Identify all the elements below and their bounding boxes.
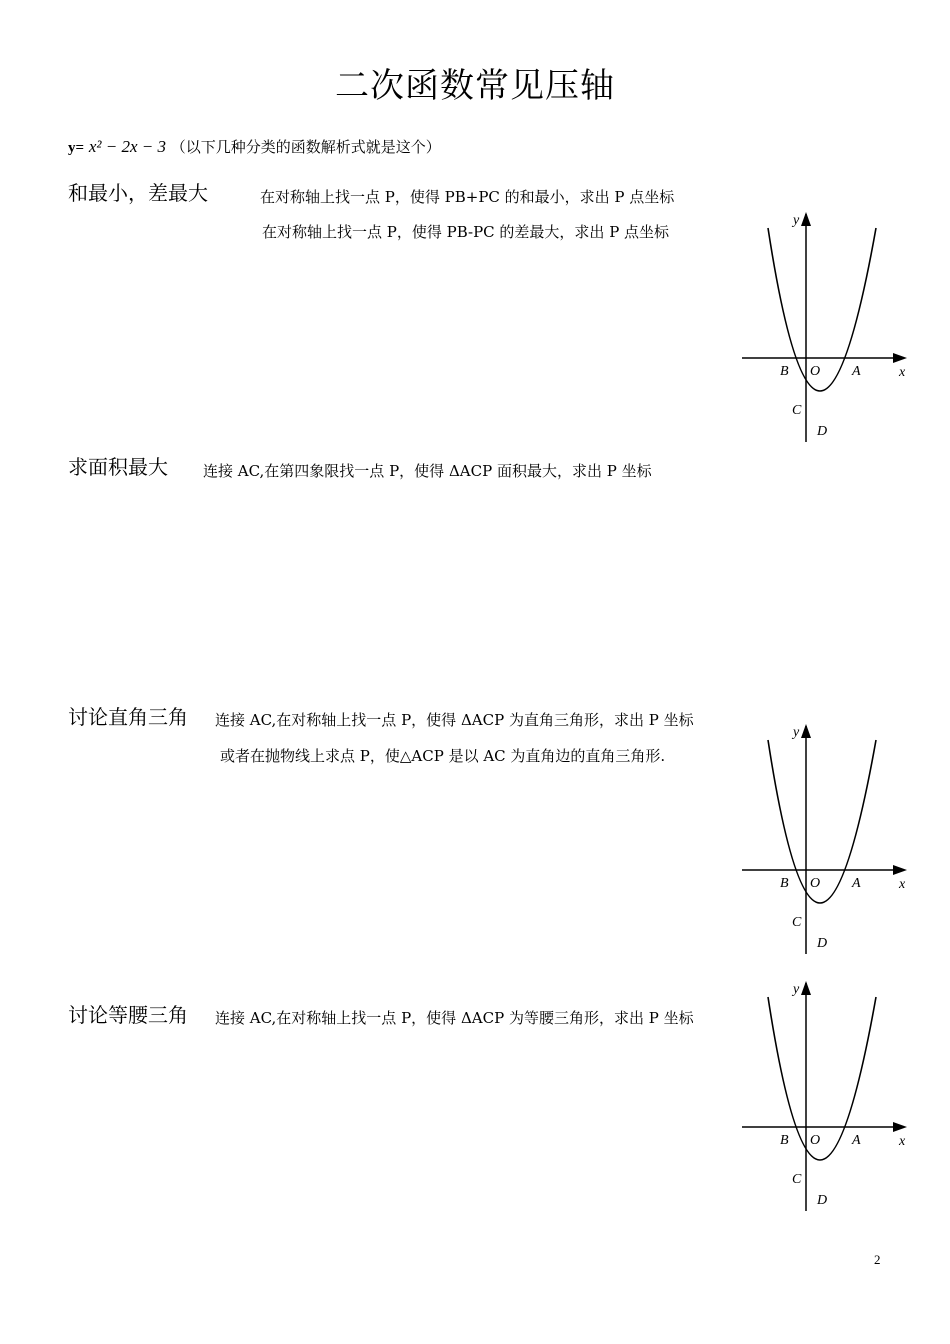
y-axis-label: y (793, 982, 800, 997)
point-a-label: A (852, 364, 861, 379)
section-3-line-2: 或者在抛物线上求点 P，使△ACP 是以 AC 为直角边的直角三角形. (220, 747, 666, 765)
point-c-label: C (792, 915, 802, 930)
page-title: 二次函数常见压轴 (335, 66, 615, 106)
point-c-label: C (792, 403, 802, 418)
formula-prefix: y= (68, 140, 85, 156)
point-b-label: B (780, 876, 789, 891)
point-b-label: B (780, 364, 789, 379)
y-axis-label: y (793, 725, 800, 740)
parabola-graph-2 (740, 722, 910, 962)
parabola-graph-1 (740, 210, 910, 450)
section-heading-right-triangle: 讨论直角三角 (68, 705, 188, 729)
y-axis-arrow (801, 981, 811, 995)
point-d-label: D (817, 424, 828, 439)
formula-note: （以下几种分类的函数解析式就是这个） (170, 138, 441, 156)
point-c-label: C (792, 1172, 802, 1187)
point-a-label: A (852, 1133, 861, 1148)
origin-label: O (810, 1133, 821, 1148)
x-axis-arrow (893, 865, 907, 875)
origin-label: O (810, 364, 821, 379)
x-axis-label: x (899, 877, 906, 892)
x-axis-label: x (899, 1134, 906, 1149)
section-2-line-1: 连接 AC,在第四象限找一点 P，使得 ΔACP 面积最大，求出 P 坐标 (203, 462, 652, 480)
section-heading-max-area: 求面积最大 (68, 455, 168, 479)
x-axis-label: x (899, 365, 906, 380)
section-heading-min-sum-max-diff: 和最小，差最大 (68, 181, 208, 205)
point-b-label: B (780, 1133, 789, 1148)
section-1-line-1: 在对称轴上找一点 P，使得 PB+PC 的和最小，求出 P 点坐标 (260, 188, 675, 206)
x-axis-arrow (893, 1122, 907, 1132)
point-d-label: D (817, 936, 828, 951)
section-3-line-1: 连接 AC,在对称轴上找一点 P，使得 ΔACP 为直角三角形，求出 P 坐标 (215, 711, 694, 729)
origin-label: O (810, 876, 821, 891)
y-axis-label: y (793, 213, 800, 228)
page-number: 2 (874, 1252, 881, 1267)
x-axis-arrow (893, 353, 907, 363)
y-axis-arrow (801, 212, 811, 226)
parabola-graph-3 (740, 979, 910, 1219)
y-axis-arrow (801, 724, 811, 738)
section-heading-isosceles-triangle: 讨论等腰三角 (68, 1003, 188, 1027)
formula-expression: x² − 2x − 3 (88, 137, 166, 156)
point-d-label: D (817, 1193, 828, 1208)
section-1-line-2: 在对称轴上找一点 P，使得 PB-PC 的差最大，求出 P 点坐标 (262, 223, 670, 241)
function-formula (68, 136, 441, 157)
section-4-line-1: 连接 AC,在对称轴上找一点 P，使得 ΔACP 为等腰三角形，求出 P 坐标 (215, 1009, 694, 1027)
point-a-label: A (852, 876, 861, 891)
